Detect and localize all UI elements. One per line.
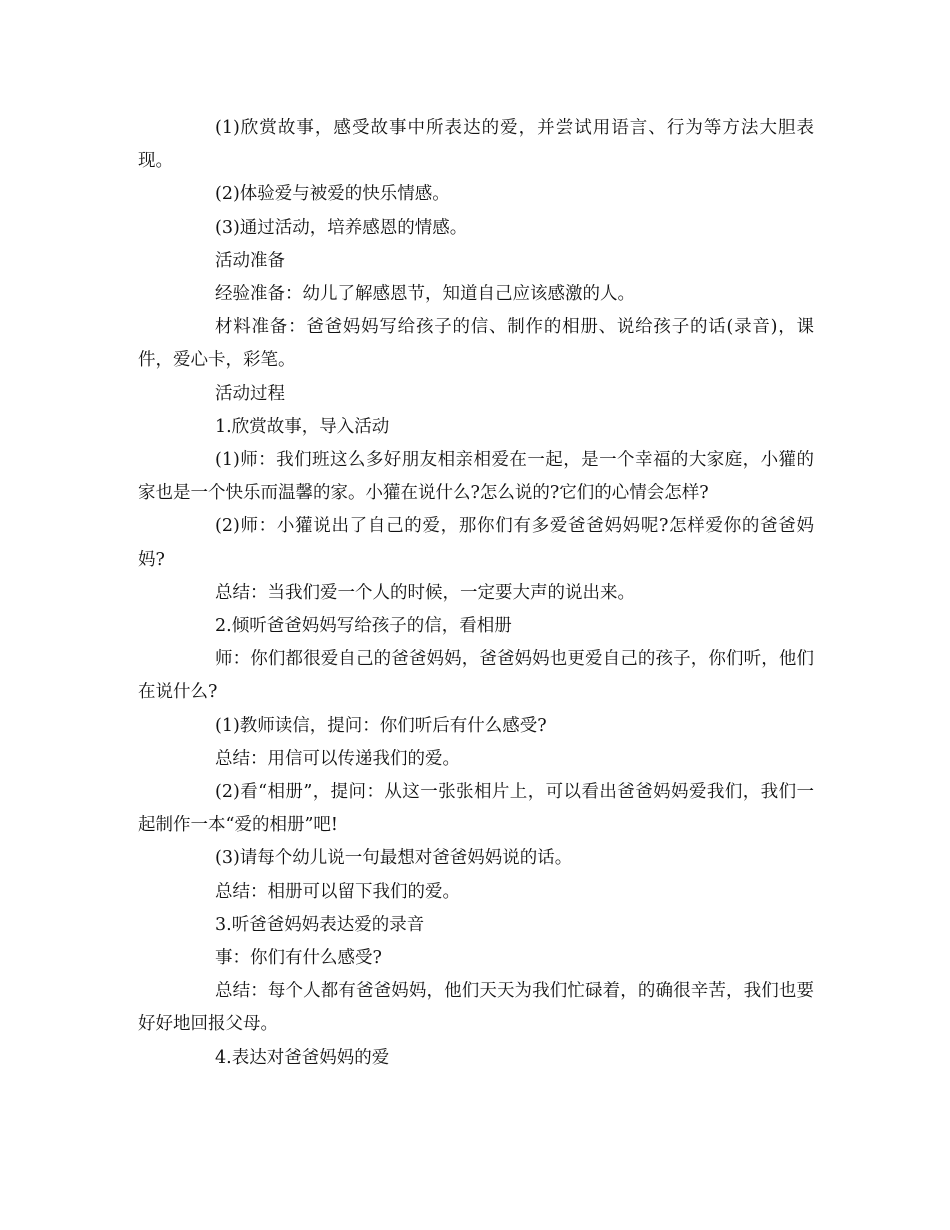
paragraph: (1)教师读信，提问：你们听后有什么感受?: [215, 715, 547, 736]
paragraph: 事：你们有什么感受?: [215, 948, 382, 969]
paragraph: (2)师：小獾说出了自己的爱，那你们有多爱爸爸妈妈呢?怎样爱你的爸爸妈妈?: [138, 516, 814, 570]
step-heading: 3.听爸爸妈妈表达爱的录音: [215, 914, 425, 935]
paragraph: (1)欣赏故事，感受故事中所表达的爱，并尝试用语言、行为等方法大胆表现。: [138, 118, 814, 172]
section-heading: 活动过程: [215, 383, 285, 404]
step-heading: 1.欣赏故事，导入活动: [215, 416, 390, 437]
summary-paragraph: 总结：用信可以传递我们的爱。: [215, 748, 460, 769]
paragraph: (1)师：我们班这么多好朋友相亲相爱在一起，是一个幸福的大家庭，小獾的家也是一个快乐而温馨的家。小獾在说什么?怎么说的?它们的心情会怎样?: [138, 450, 814, 504]
document-body: [138, 112, 814, 1075]
step-heading: 2.倾听爸爸妈妈写给孩子的信，看相册: [215, 616, 512, 637]
paragraph: 材料准备：爸爸妈妈写给孩子的信、制作的相册、说给孩子的话(录音)，课件，爱心卡，彩笔。: [138, 317, 814, 371]
paragraph: (3)请每个幼儿说一句最想对爸爸妈妈说的话。: [215, 848, 573, 869]
summary-paragraph: 总结：每个人都有爸爸妈妈，他们天天为我们忙碌着，的确很辛苦，我们也要好好地回报父母。: [138, 981, 814, 1035]
step-heading: 4.表达对爸爸妈妈的爱: [215, 1047, 390, 1068]
paragraph: (2)看“相册”，提问：从这一张张相片上，可以看出爸爸妈妈爱我们，我们一起制作一本“爱的相册”吧!: [138, 782, 814, 836]
paragraph: 师：你们都很爱自己的爸爸妈妈，爸爸妈妈也更爱自己的孩子，你们听，他们在说什么?: [138, 649, 814, 703]
paragraph: (2)体验爱与被爱的快乐情感。: [215, 184, 450, 205]
section-heading: 活动准备: [215, 250, 285, 271]
summary-paragraph: 总结：相册可以留下我们的爱。: [215, 881, 460, 902]
summary-paragraph: 总结：当我们爱一个人的时候，一定要大声的说出来。: [215, 582, 635, 603]
paragraph: (3)通过活动，培养感恩的情感。: [215, 217, 468, 238]
paragraph: 经验准备：幼儿了解感恩节，知道自己应该感激的人。: [215, 284, 635, 305]
